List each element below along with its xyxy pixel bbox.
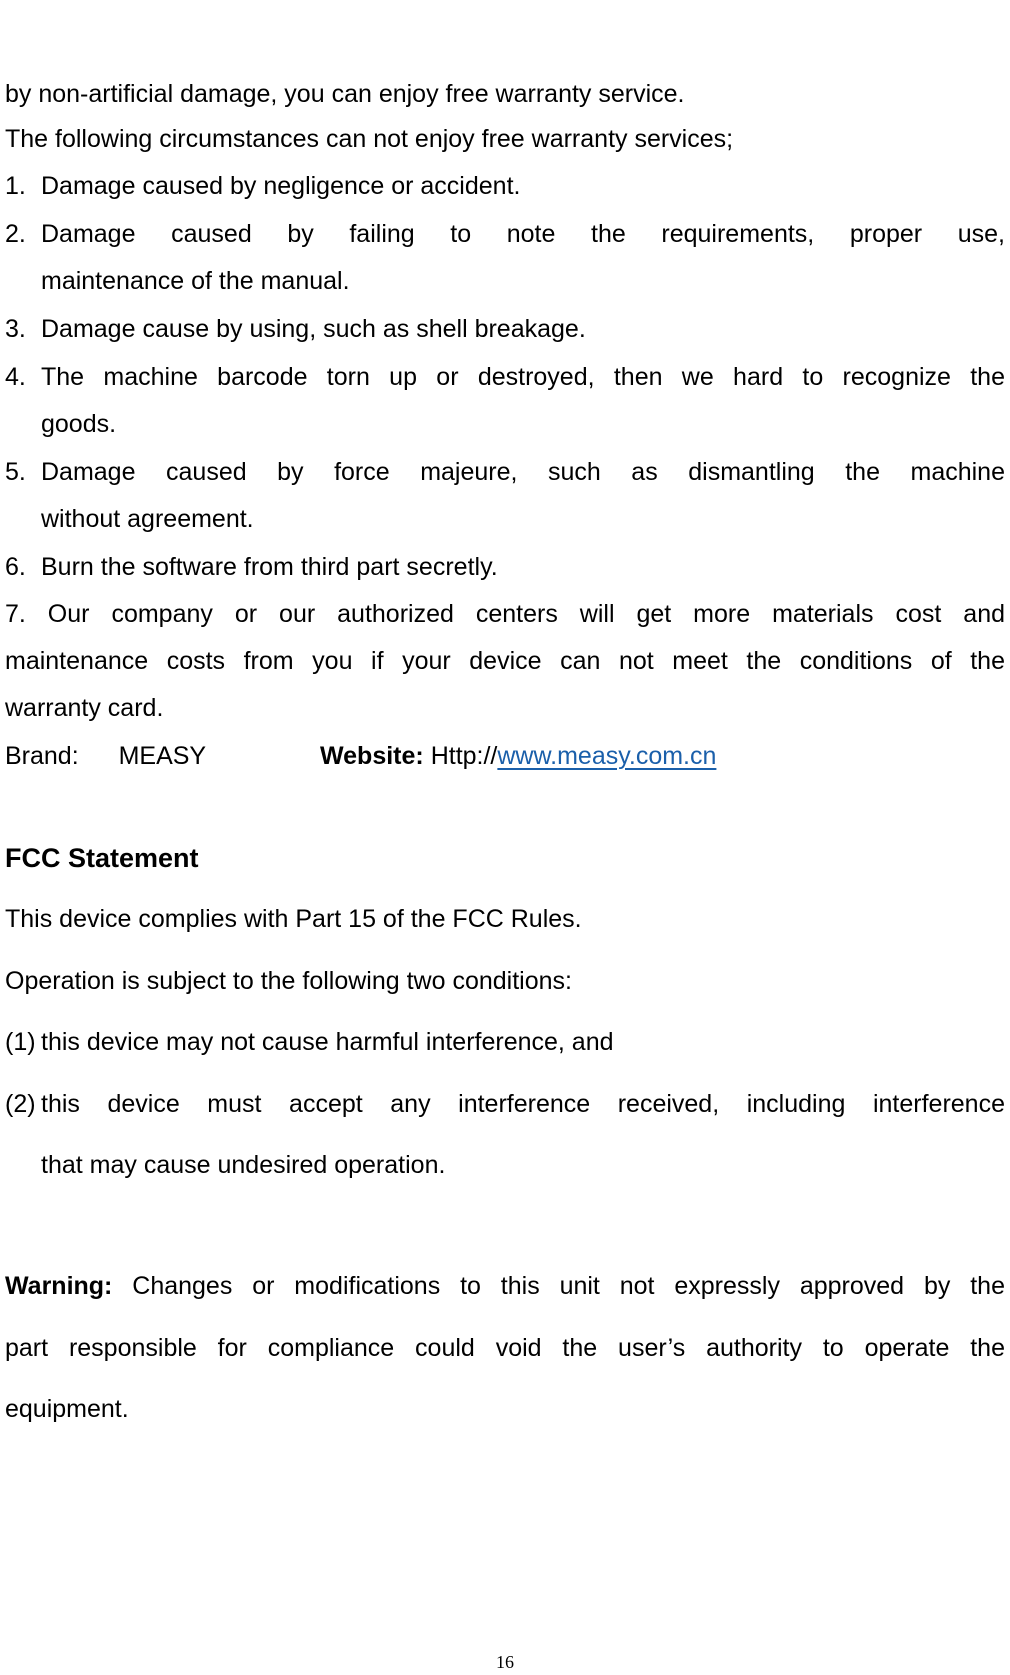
warranty-intro-line1: by non-artificial damage, you can enjoy free warranty service. [5, 80, 685, 108]
warranty-item-6 [5, 552, 1005, 582]
website-label: Website: [320, 742, 424, 770]
item-number: 4. [5, 363, 26, 391]
item-number: 6. [5, 553, 26, 581]
item-number: 3. [5, 315, 26, 343]
warranty-item-2 [5, 219, 1005, 249]
item-text: Damage caused by negligence or accident. [41, 172, 521, 200]
item-text: Damage caused by force majeure, such as dismantling the machine [41, 458, 1005, 486]
website-line [320, 741, 716, 771]
warning-line1 [5, 1271, 1005, 1301]
fcc-line1: This device complies with Part 15 of the FCC Rules. [5, 905, 582, 933]
warranty-item-5 [5, 457, 1005, 487]
warning-label: Warning: [5, 1272, 113, 1300]
fcc-condition-2-cont: that may cause undesired operation. [41, 1151, 446, 1179]
condition-number: (1) [5, 1028, 36, 1056]
item-text: Damage caused by failing to note the requirements, proper use, [41, 220, 1005, 248]
item-text: The machine barcode torn up or destroyed, then we hard to recognize the [41, 363, 1005, 391]
brand-line [5, 741, 206, 771]
brand-value: MEASY [118, 742, 207, 770]
warranty-item-7-line2: maintenance costs from you if your device can not meet the conditions of the [5, 647, 1005, 675]
item-text: Damage cause by using, such as shell breakage. [41, 315, 586, 343]
fcc-condition-2 [5, 1089, 1005, 1119]
brand-label: Brand: [5, 742, 79, 770]
condition-text: this device may not cause harmful interference, and [41, 1028, 614, 1056]
fcc-line2: Operation is subject to the following two conditions: [5, 967, 572, 995]
website-link[interactable]: www.measy.com.cn [497, 742, 717, 770]
item-number: 2. [5, 220, 26, 248]
item-text: Burn the software from third part secretly. [41, 553, 498, 581]
fcc-condition-1 [5, 1027, 1005, 1057]
warranty-item-5-cont: without agreement. [41, 505, 254, 533]
warranty-item-3 [5, 314, 1005, 344]
website-prefix: Http:// [430, 742, 498, 770]
condition-text: this device must accept any interference received, including interference [41, 1090, 1005, 1118]
warning-line3: equipment. [5, 1395, 129, 1423]
warranty-item-4-cont: goods. [41, 410, 117, 438]
warranty-intro-line2: The following circumstances can not enjoy free warranty services; [5, 125, 734, 153]
item-number: 5. [5, 458, 26, 486]
warranty-item-1 [5, 171, 1005, 201]
warranty-item-4 [5, 362, 1005, 392]
warning-line2: part responsible for compliance could void the user’s authority to operate the [5, 1334, 1005, 1362]
warranty-item-7-line3: warranty card. [5, 694, 164, 722]
fcc-heading: FCC Statement [5, 843, 199, 873]
warranty-item-2-cont: maintenance of the manual. [41, 267, 350, 295]
warning-text: Changes or modifications to this unit not expressly approved by the [132, 1272, 1005, 1300]
condition-number: (2) [5, 1090, 36, 1118]
item-number: 1. [5, 172, 26, 200]
page-number: 16 [496, 1652, 514, 1672]
warranty-item-7-line1: 7. Our company or our authorized centers will get more materials cost and [5, 600, 1005, 628]
